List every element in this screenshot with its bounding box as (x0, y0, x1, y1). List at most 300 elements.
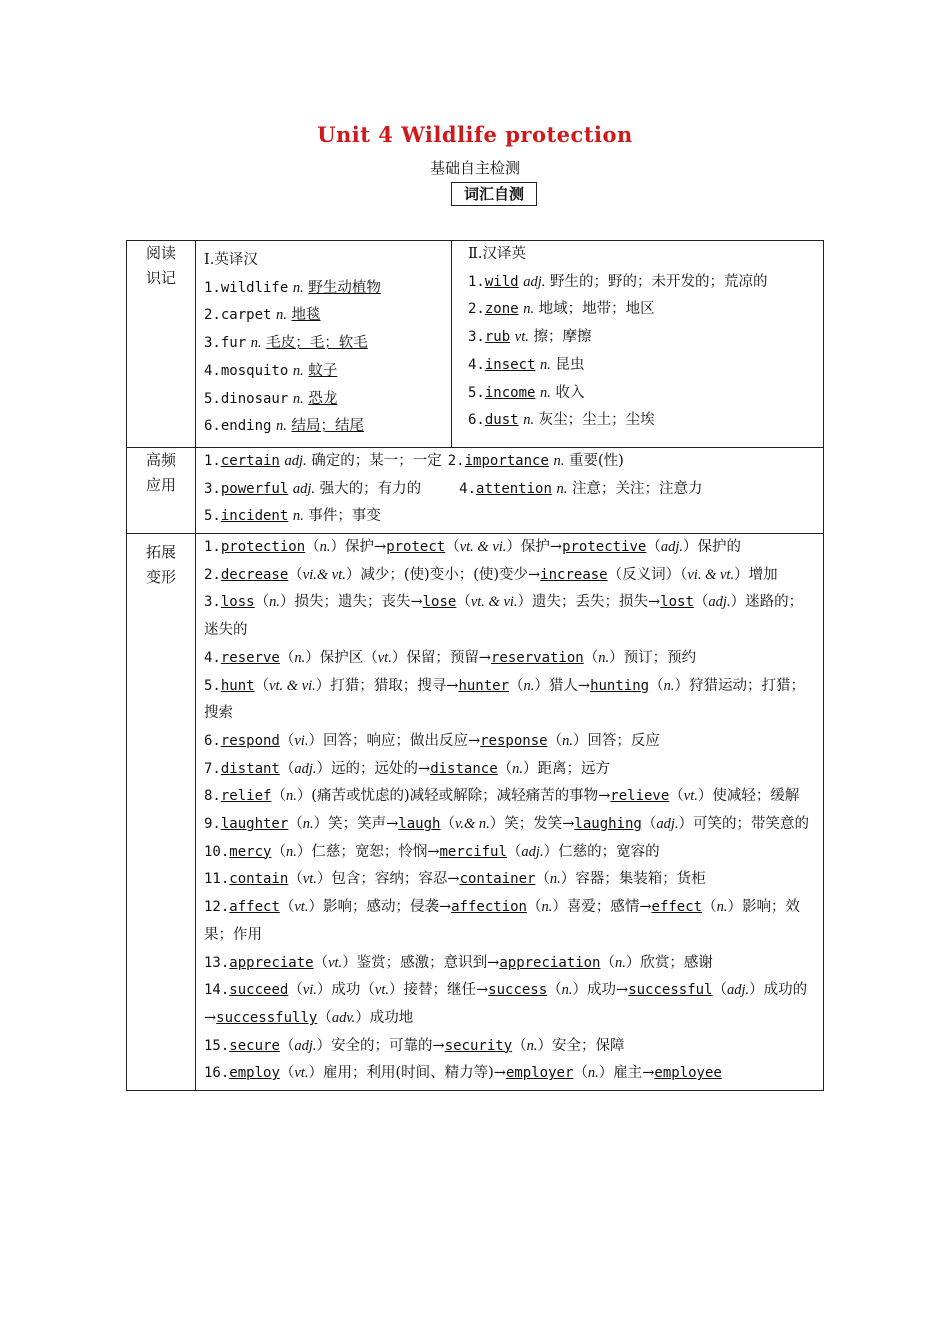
text: （ (279, 649, 295, 666)
part-of-speech: vi.& vt. (302, 566, 346, 583)
text: ）回答；响应；做出反应→ (308, 732, 481, 749)
frequent-item (459, 481, 702, 497)
item-number: 3. (468, 329, 485, 346)
part-of-speech: n. (292, 508, 304, 525)
text: ）保护区（ (305, 649, 378, 666)
text: ）保护→ (330, 539, 387, 556)
text: ）喜爱；感情→ (552, 899, 652, 916)
text: （ (279, 760, 295, 777)
text: ）成功→ (572, 982, 629, 999)
part1-cell (196, 241, 452, 448)
meaning: 事件；事变 (308, 508, 381, 525)
item-number: 1. (204, 539, 221, 556)
text: ）雇用；利用(时间、精力等)→ (308, 1065, 506, 1082)
part-of-speech: adj. (708, 594, 731, 611)
part-of-speech: v.& n. (454, 816, 490, 833)
answer: employ (229, 1065, 280, 1082)
part1-item (204, 413, 445, 441)
part2-item (468, 380, 817, 408)
part-of-speech: n. (615, 954, 626, 971)
expansion-item (204, 534, 817, 562)
answer: dust (484, 412, 519, 429)
answer: successful (628, 982, 713, 999)
expansion-item (204, 562, 817, 590)
part2-item (468, 269, 817, 297)
part1-heading: Ⅰ.英译汉 (204, 252, 258, 268)
part2-item (468, 352, 817, 380)
answer: 蚊子 (308, 362, 338, 379)
text: ）包含；容纳；容忍→ (316, 871, 460, 888)
answer: certain (220, 452, 280, 469)
item-number: 11. (204, 871, 230, 888)
part-of-speech: adv. (331, 1009, 356, 1026)
text: （ (573, 1065, 588, 1082)
text: ）增加 (734, 566, 778, 583)
answer: 毛皮；毛；软毛 (266, 335, 368, 352)
page-subtitle: 基础自主检测 (429, 159, 520, 177)
expansion-item (204, 1060, 817, 1088)
text: ）(痛苦或忧虑的)减轻或解除；减轻痛苦的事物→ (296, 788, 611, 805)
text: ）使减轻；缓解 (697, 788, 800, 805)
answer: insect (484, 356, 536, 373)
text: ）仁慈；宽恕；怜悯→ (296, 843, 440, 860)
answer: loss (220, 594, 255, 611)
answer: zone (484, 301, 519, 318)
text: ）容器；集装箱；货柜 (560, 871, 706, 888)
part-of-speech: n. (598, 649, 610, 666)
part-of-speech: vi. & vt. (687, 566, 735, 583)
answer: response (480, 732, 548, 749)
text: ）笑；笑声→ (313, 816, 399, 833)
text: ）可笑的；带笑意的 (678, 816, 809, 833)
part1-item (204, 275, 445, 303)
part-of-speech: n. (523, 677, 535, 694)
item-number: 4. (468, 356, 485, 373)
part-of-speech: n. (292, 362, 304, 379)
text: ）成功地 (355, 1009, 414, 1026)
item-number: 6. (468, 412, 485, 429)
item-number: 2. (204, 566, 221, 583)
part-of-speech: n. (319, 539, 331, 556)
text: （ (305, 539, 320, 556)
text: （ (646, 539, 661, 556)
answer: relief (220, 788, 272, 805)
meaning: 重要(性) (569, 452, 624, 469)
text: （ (288, 566, 303, 583)
text: ）接替；继任→ (389, 982, 489, 999)
part-of-speech: n. (250, 335, 262, 352)
part2-item (468, 296, 817, 324)
answer: affect (229, 899, 280, 916)
part-of-speech: adj. (660, 539, 684, 556)
answer: reserve (220, 649, 280, 666)
item-number: 2. (447, 452, 465, 469)
text: ）遗失；丢失；损失→ (517, 594, 661, 611)
reading-category: 阅读 识记 (127, 241, 196, 448)
answer: contain (229, 871, 289, 888)
item-number: 7. (204, 760, 221, 777)
part2-cell (452, 241, 824, 448)
part-of-speech: n. (276, 307, 287, 324)
expansion-item (204, 728, 817, 756)
text: （ (497, 760, 513, 777)
text: （ (669, 788, 684, 805)
meaning: 确定的；某一；一定 (311, 452, 442, 469)
item-number: 14. (204, 982, 230, 999)
answer: lost (660, 594, 694, 611)
part-of-speech: n. (587, 1065, 599, 1082)
answer: employer (505, 1065, 574, 1082)
expansion-category: 拓展 变形 (127, 534, 196, 1091)
part2-list (452, 241, 823, 437)
item-number: 4. (459, 480, 477, 497)
answer: increase (540, 566, 608, 583)
item-number: 2. (204, 307, 221, 324)
text: ）猎人→ (534, 677, 591, 694)
answer: income (484, 384, 536, 401)
text: ）鉴赏；感激；意识到→ (342, 954, 500, 971)
expansion-item (204, 783, 817, 811)
item-number: 15. (204, 1037, 230, 1054)
answer: hunt (220, 677, 255, 694)
answer: distant (220, 760, 280, 777)
answer: reservation (491, 649, 584, 666)
answer: merciful (439, 843, 507, 860)
meaning: 收入 (555, 384, 585, 401)
text: （ (279, 899, 295, 916)
part-of-speech: n. (549, 871, 561, 888)
text: （ (254, 677, 270, 694)
item-number: 10. (204, 843, 230, 860)
part1-list (196, 241, 451, 447)
part-of-speech: vt. (374, 982, 389, 999)
text: （ (702, 899, 717, 916)
part1-item (204, 330, 445, 358)
text: ）回答；反应 (572, 732, 660, 749)
answer: lose (422, 594, 457, 611)
item-number: 4. (204, 649, 221, 666)
text: ）成功（ (316, 982, 375, 999)
text: ）影响；效果；作用 (204, 899, 800, 943)
answer: hunter (458, 677, 510, 694)
text: （ (509, 677, 524, 694)
answer: container (459, 871, 536, 888)
answer: appreciation (499, 954, 601, 971)
frequent-cell (196, 447, 824, 533)
item-number: 9. (204, 816, 221, 833)
part-of-speech: n. (540, 384, 551, 401)
answer: effect (651, 899, 703, 916)
frequent-list (196, 448, 823, 533)
english-word: wildlife (220, 279, 289, 296)
part2-item (468, 324, 817, 352)
english-word: ending (220, 418, 272, 435)
text: （ (649, 677, 664, 694)
page-title: Unit 4 Wildlife protection (317, 122, 633, 147)
meaning: 野生的；野的；未开发的；荒凉的 (549, 273, 768, 290)
part-of-speech: adj. (284, 452, 307, 469)
answer: powerful (220, 480, 289, 497)
text: ）雇主→ (598, 1065, 655, 1082)
text: （ (279, 732, 295, 749)
item-number: 12. (204, 899, 230, 916)
answer: laugh (398, 816, 441, 833)
text: （ (535, 871, 550, 888)
part-of-speech: n. (562, 732, 573, 749)
answer: 野生动植物 (308, 279, 381, 296)
text: ）保留；预留→ (391, 649, 491, 666)
answer: rub (484, 329, 511, 346)
text: （ (547, 732, 563, 749)
part2-item (468, 407, 817, 435)
part-of-speech: vt. (683, 788, 698, 805)
frequent-item (448, 453, 624, 469)
vocab-table (126, 240, 824, 1091)
part-of-speech: n. (285, 788, 297, 805)
text: ）保护的 (683, 539, 742, 556)
answer: protective (562, 539, 647, 556)
part1-item (204, 358, 445, 386)
text: （ (288, 816, 303, 833)
text: ）安全；保障 (537, 1037, 625, 1054)
part-of-speech: vt. (294, 1065, 309, 1082)
part-of-speech: vt. (514, 329, 529, 346)
expansion-item (204, 673, 817, 728)
answer: distance (430, 760, 498, 777)
frequent-line (204, 476, 817, 504)
expansion-list (196, 534, 823, 1090)
expansion-item (204, 977, 817, 1032)
expansion-item (204, 811, 817, 839)
part-of-speech: adj. (727, 982, 750, 999)
text: （ (317, 1009, 332, 1026)
text: ）成功的→ (204, 982, 808, 1026)
text: （ (279, 1037, 295, 1054)
text: ）距离；远方 (523, 760, 610, 777)
part-of-speech: n. (292, 390, 304, 407)
expansion-item (204, 589, 817, 644)
expansion-item (204, 894, 817, 949)
frequent-category: 高频 应用 (127, 447, 196, 533)
answer: 结局；结尾 (291, 418, 365, 435)
part-of-speech: vt. & vi. (459, 539, 507, 556)
part-of-speech: n. (561, 982, 573, 999)
item-number: 5. (468, 384, 485, 401)
meaning: 强大的；有力的 (319, 480, 422, 497)
answer: protect (386, 539, 446, 556)
part-of-speech: adj. (521, 843, 544, 860)
english-word: fur (220, 335, 247, 352)
text: （ (313, 954, 329, 971)
answer: security (444, 1037, 513, 1054)
part-of-speech: vt. (328, 954, 343, 971)
text: ）损失；遗失；丧失→ (279, 594, 423, 611)
item-number: 3. (204, 335, 221, 352)
text: （反义词）（ (607, 566, 688, 583)
text: （ (445, 539, 460, 556)
answer: 地毯 (291, 307, 321, 324)
text: （ (456, 594, 471, 611)
part1-item (204, 386, 445, 414)
text: （ (254, 594, 270, 611)
item-number: 3. (204, 480, 221, 497)
part-of-speech: n. (663, 677, 675, 694)
text: （ (288, 871, 303, 888)
part-of-speech: adj. (292, 480, 316, 497)
text: （ (547, 982, 562, 999)
answer: laughing (574, 816, 642, 833)
text: ）安全的；可靠的→ (316, 1037, 445, 1054)
meaning: 注意；关注；注意力 (571, 480, 703, 497)
answer: mercy (229, 843, 272, 860)
reading-row (127, 241, 824, 448)
frequent-item (204, 453, 442, 469)
text: （ (712, 982, 727, 999)
frequent-item (204, 508, 381, 524)
part2-heading: Ⅱ.汉译英 (468, 246, 526, 262)
meaning: 灰尘；尘土；尘埃 (538, 412, 655, 429)
part-of-speech: adj. (294, 1037, 317, 1054)
part-of-speech: adj. (294, 760, 317, 777)
answer: respond (220, 732, 280, 749)
item-number: 2. (468, 301, 485, 318)
part-of-speech: n. (512, 760, 523, 777)
text: （ (641, 816, 657, 833)
english-word: mosquito (220, 362, 289, 379)
part-of-speech: n. (553, 452, 565, 469)
item-number: 16. (204, 1065, 230, 1082)
text: （ (506, 843, 522, 860)
frequent-line (204, 503, 817, 531)
part-of-speech: vt. & vi. (470, 594, 518, 611)
expansion-item (204, 756, 817, 784)
text: （ (279, 1065, 295, 1082)
part-of-speech: vt. (294, 899, 309, 916)
part-of-speech: vt. (377, 649, 392, 666)
answer: laughter (220, 816, 289, 833)
text: （ (288, 982, 303, 999)
answer: incident (220, 508, 289, 525)
item-number: 13. (204, 954, 230, 971)
part-of-speech: n. (523, 412, 535, 429)
answer: appreciate (229, 954, 314, 971)
expansion-row (127, 534, 824, 1091)
item-number: 1. (468, 273, 485, 290)
text: （ (271, 843, 286, 860)
expansion-item (204, 866, 817, 894)
frequent-row (127, 447, 824, 533)
part-of-speech: vi. (302, 982, 317, 999)
frequent-line (204, 448, 817, 476)
part-of-speech: vi. (294, 732, 309, 749)
answer: importance (464, 452, 549, 469)
answer: relieve (610, 788, 670, 805)
answer: protection (220, 539, 306, 556)
text: （ (693, 594, 709, 611)
expansion-item (204, 645, 817, 673)
section-label: 词汇自测 (451, 182, 537, 206)
part-of-speech: n. (523, 301, 535, 318)
text: ）远的；远处的→ (316, 760, 431, 777)
frequent-item (204, 481, 421, 497)
text: ）狩猎运动；打猎；搜索 (204, 677, 805, 722)
part-of-speech: n. (716, 899, 728, 916)
expansion-item (204, 1033, 817, 1061)
english-word: carpet (220, 307, 272, 324)
answer: decrease (220, 566, 289, 583)
answer: secure (229, 1037, 280, 1054)
text: ）减少；(使)变小；(使)变少→ (345, 566, 541, 583)
text: ）欣赏；感谢 (625, 954, 713, 971)
part-of-speech: vt. (302, 871, 317, 888)
item-number: 6. (204, 418, 221, 435)
text: （ (271, 788, 286, 805)
item-number: 6. (204, 732, 221, 749)
text: （ (600, 954, 615, 971)
part-of-speech: adj. (656, 816, 679, 833)
part-of-speech: n. (276, 418, 287, 435)
part-of-speech: n. (556, 480, 568, 497)
meaning: 昆虫 (555, 356, 585, 373)
part-of-speech: n. (292, 279, 304, 296)
part-of-speech: adj. (523, 273, 546, 290)
item-number: 5. (204, 390, 221, 407)
part-of-speech: n. (285, 843, 297, 860)
meaning: 地域；地带；地区 (538, 301, 655, 318)
answer: wild (484, 273, 519, 290)
expansion-cell (196, 534, 824, 1091)
part1-item (204, 302, 445, 330)
answer: success (488, 982, 548, 999)
text: （ (526, 899, 542, 916)
expansion-item (204, 839, 817, 867)
answer: hunting (590, 677, 650, 694)
text: （ (583, 649, 599, 666)
text: ）保护→ (506, 539, 563, 556)
item-number: 4. (204, 362, 221, 379)
answer: affection (451, 899, 527, 916)
english-word: dinosaur (220, 390, 289, 407)
answer: succeed (229, 982, 289, 999)
meaning: 擦；摩擦 (533, 329, 592, 346)
text: ）迷路的；迷失的 (204, 594, 804, 639)
item-number: 1. (204, 279, 221, 296)
answer: successfully (216, 1009, 318, 1026)
part-of-speech: n. (541, 899, 553, 916)
item-number: 1. (204, 452, 221, 469)
text: （ (512, 1037, 527, 1054)
text: ）预订；预约 (609, 649, 697, 666)
part-of-speech: n. (269, 594, 280, 611)
item-number: 5. (204, 508, 221, 525)
part-of-speech: n. (540, 356, 551, 373)
part-of-speech: vt. & vi. (269, 677, 316, 694)
part-of-speech: n. (302, 816, 314, 833)
part-of-speech: n. (294, 649, 306, 666)
item-number: 3. (204, 594, 221, 611)
part-of-speech: n. (526, 1037, 538, 1054)
text: ）影响；感动；侵袭→ (308, 899, 452, 916)
text: （ (440, 816, 455, 833)
item-number: 5. (204, 677, 221, 694)
expansion-item (204, 950, 817, 978)
answer: attention (476, 480, 552, 497)
text: ）笑；发笑→ (489, 816, 575, 833)
answer: 恐龙 (308, 390, 338, 407)
text: ）仁慈的；宽容的 (543, 843, 660, 860)
answer: employee (654, 1065, 722, 1082)
text: ）打猎；猎取；搜寻→ (315, 677, 459, 694)
